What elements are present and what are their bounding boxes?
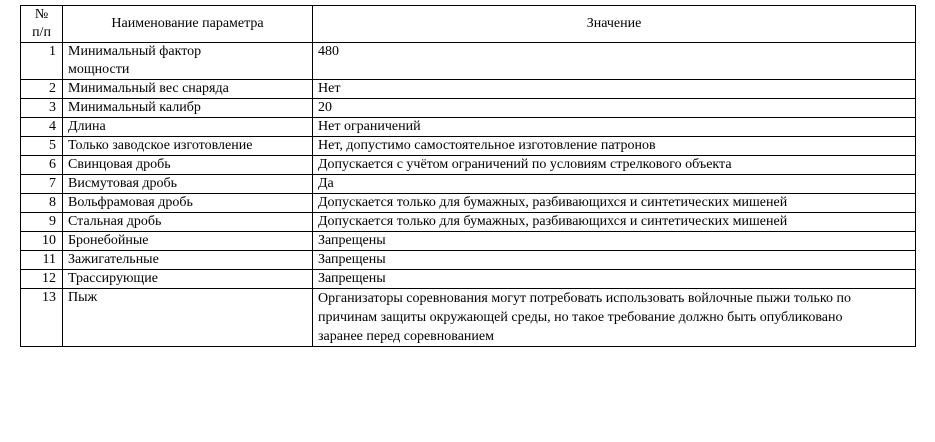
- parameter-value: Запрещены: [313, 270, 916, 289]
- parameter-value: Допускается с учётом ограничений по условиям стрелкового объекта: [313, 156, 916, 175]
- parameter-value: Да: [313, 175, 916, 194]
- parameter-name: Зажигательные: [63, 251, 313, 270]
- table-row: [21, 213, 916, 232]
- row-number: 2: [21, 80, 63, 99]
- row-number: 5: [21, 137, 63, 156]
- parameter-value: Нет, допустимо самостоятельное изготовление патронов: [313, 137, 916, 156]
- table-row: [21, 99, 916, 118]
- parameter-name: Вольфрамовая дробь: [63, 194, 313, 213]
- row-number: 3: [21, 99, 63, 118]
- parameter-value: 480: [313, 43, 916, 80]
- parameter-name: Минимальный вес снаряда: [63, 80, 313, 99]
- row-number: 10: [21, 232, 63, 251]
- header-parameter-name: Наименование параметра: [63, 6, 313, 43]
- table-row: [21, 80, 916, 99]
- row-number: 7: [21, 175, 63, 194]
- table-row: [21, 137, 916, 156]
- table-row: [21, 175, 916, 194]
- row-number: 11: [21, 251, 63, 270]
- header-row: [21, 6, 916, 43]
- row-number: 6: [21, 156, 63, 175]
- parameters-table: [20, 5, 916, 347]
- row-number: 9: [21, 213, 63, 232]
- parameter-name: Минимальный фактор мощности: [63, 43, 313, 80]
- table-row: [21, 289, 916, 347]
- header-number-abbr: п/п: [32, 25, 51, 40]
- row-number: 1: [21, 43, 63, 80]
- parameter-name: Стальная дробь: [63, 213, 313, 232]
- parameter-value: Запрещены: [313, 232, 916, 251]
- parameter-value: 20: [313, 99, 916, 118]
- parameter-value: Допускается только для бумажных, разбивающихся и синтетических мишеней: [313, 213, 916, 232]
- table-row: [21, 251, 916, 270]
- row-number: 12: [21, 270, 63, 289]
- parameter-name: Пыж: [63, 289, 313, 347]
- row-number: 13: [21, 289, 63, 347]
- table-row: [21, 270, 916, 289]
- table-row: [21, 156, 916, 175]
- table-row: [21, 232, 916, 251]
- parameter-name: Длина: [63, 118, 313, 137]
- parameter-value: Нет ограничений: [313, 118, 916, 137]
- header-value: Значение: [313, 6, 916, 43]
- parameter-name: Минимальный калибр: [63, 99, 313, 118]
- parameter-value: Организаторы соревнования могут потребовать использовать войлочные пыжи только по причинам защиты окружающей среды, но такое требование должно быть опубликовано заранее перед соревнованием: [313, 289, 916, 347]
- table-row: [21, 43, 916, 80]
- row-number: 8: [21, 194, 63, 213]
- parameter-name: Висмутовая дробь: [63, 175, 313, 194]
- table-row: [21, 194, 916, 213]
- header-number: [21, 6, 63, 43]
- header-number-symbol: №: [34, 7, 49, 22]
- parameter-name: Трассирующие: [63, 270, 313, 289]
- parameter-name: Свинцовая дробь: [63, 156, 313, 175]
- row-number: 4: [21, 118, 63, 137]
- parameter-value: Допускается только для бумажных, разбивающихся и синтетических мишеней: [313, 194, 916, 213]
- parameter-name: Только заводское изготовление: [63, 137, 313, 156]
- table-row: [21, 118, 916, 137]
- parameter-value: Запрещены: [313, 251, 916, 270]
- parameter-value: Нет: [313, 80, 916, 99]
- parameter-name: Бронебойные: [63, 232, 313, 251]
